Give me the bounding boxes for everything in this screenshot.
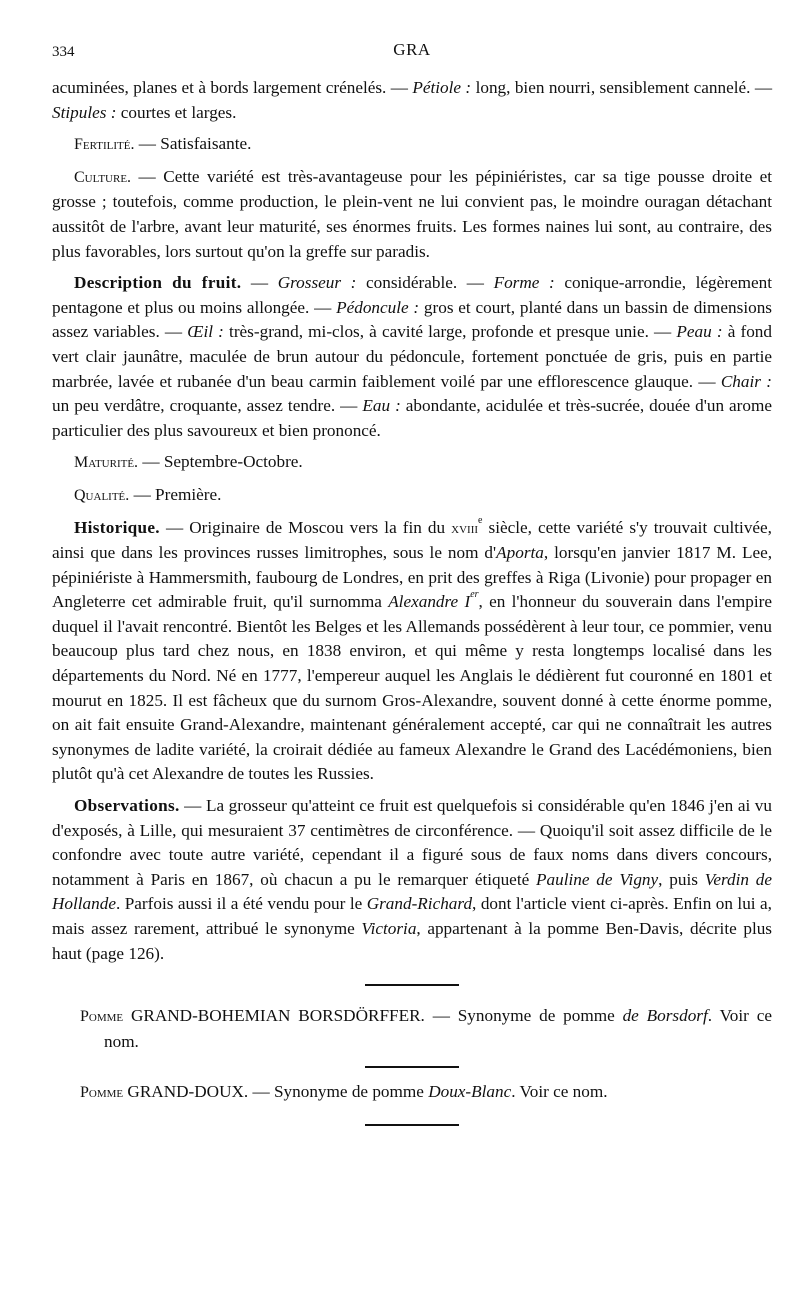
synonym-entry-grand-doux: Pomme GRAND-DOUX. — Synonyme de pomme Doux-Blanc. Voir ce nom. bbox=[80, 1082, 608, 1102]
description-paragraph: Description du fruit. — Grosseur : considérable. — Forme : conique-arrondie, légèrement pentagone et plus ou moins allongée. — Pédoncule : gros et court, planté dans un bassin de dimensions assez variables. — Œil : très-grand, mi-clos, à cavité large, profonde et presque unie. — Peau : à fond vert clair jaunâtre, maculée de brun autour du pédoncule, fortement ponctuée de gris, puis en partie marbrée, lavée et rubanée d'un beau carmin faiblement voilé par une efflorescence glauque. — Chair : un peu verdâtre, croquante, assez tendre. — Eau : abondante, acidulée et très-sucrée, douée d'un arome particulier des plus savoureux et bien prononcé. bbox=[52, 273, 772, 440]
page-number: 334 bbox=[52, 44, 75, 60]
fertilite-label: Fertilité. bbox=[74, 136, 135, 154]
historique-paragraph: Historique. — Originaire de Moscou vers la fin du xviii$^e$ siècle, cette variété s'y trouvait cultivée, ainsi que dans les provinces russes limitrophes, sous le nom d'Aporta, lorsqu'en janvier 1817 M. Lee, pépiniériste à Hammersmith, faubourg de Londres, en prit des greffes à Riga (Livonie) pour propager en Angleterre cet admirable fruit, qu'il surnomma Alexandre Ier, en l'honneur du souverain dans l'empire duquel il l'avait rencontré. Bientôt les Belges et les Allemands possédèrent à leur tour, ce pommier, venu beaucoup plus tard chez nous, en 1838 environ, et qui même y resta longtemps localisé dans les départements du Nord. Né en 1777, l'empereur auquel les Anglais le dédièrent fut couronné en 1801 et mourut en 1825. Il est fâcheux que du surnom Gros-Alexandre, souvent donné à cette énorme pomme, on ait fait ensuite Grand-Alexandre, maintenant généralement accepté, car qui ne connaîtrait les autres synonymes de ladite variété, la croirait dédiée au fameux Alexandre le Grand des Lacédémoniens, bien plutôt qu'à cet Alexandre de toutes les Russies. bbox=[52, 514, 773, 784]
observations-label: Observations. bbox=[74, 796, 180, 816]
maturite-paragraph: Maturité. — Septembre-Octobre. bbox=[74, 452, 303, 472]
stipules-label: Stipules : bbox=[52, 102, 117, 122]
fertilite-paragraph: Fertilité. — Satisfaisante. bbox=[74, 134, 252, 154]
synonym-entry-grand-bohemian: Pomme GRAND-BOHEMIAN BORSDÖRFFER. — Synonyme de pomme de Borsdorf. Voir ce nom. bbox=[80, 1006, 773, 1051]
culture-paragraph: Culture. — Cette variété est très-avantageuse pour les pépiniéristes, car sa tige pousse droite et grosse ; toutefois, comme production, le plein-vent ne lui convient pas, le moindre ouragan détachant aussitôt de l'arbre, avant leur maturité, ses énormes fruits. Les formes naines lui sont, au contraire, des plus favorables, lors surtout qu'on la greffe sur paradis. bbox=[52, 166, 772, 261]
petiole-label: Pétiole : bbox=[412, 78, 472, 97]
running-head-word: GRA bbox=[393, 40, 431, 59]
qualite-label: Qualité. bbox=[74, 486, 130, 504]
maturite-label: Maturité. bbox=[74, 454, 139, 472]
section-divider bbox=[365, 984, 459, 986]
section-divider bbox=[365, 1066, 459, 1068]
description-label: Description du fruit. bbox=[74, 273, 242, 293]
qualite-paragraph: Qualité. — Première. bbox=[74, 484, 222, 504]
section-divider bbox=[365, 1124, 459, 1126]
culture-label: Culture. bbox=[74, 168, 132, 186]
continuation-paragraph: acuminées, planes et à bords largement crénelés. — Pétiole : long, bien nourri, sensiblement cannelé. — Stipules : courtes et larges. bbox=[52, 78, 773, 122]
observations-paragraph: Observations. — La grosseur qu'atteint ce fruit est quelquefois si considérable qu'en 1846 j'en ai vu d'exposés, à Lille, qui mesuraient 37 centimètres de circonférence. — Quoiqu'il soit assez difficile de le confondre avec toute autre variété, cependant il a figuré sous de faux noms dans divers concours, notamment à Paris en 1867, où chacun a pu le remarquer étiqueté Pauline de Vigny, puis Verdin de Hollande. Parfois aussi il a été vendu pour le Grand-Richard, dont l'article vient ci-après. Enfin on lui a, mais assez rarement, attribué le synonyme Victoria, appartenant à la pomme Ben-Davis, décrite plus haut (page 126). bbox=[52, 796, 773, 963]
historique-label: Historique. bbox=[74, 517, 160, 537]
book-page bbox=[52, 36, 772, 1144]
running-head bbox=[52, 36, 772, 64]
